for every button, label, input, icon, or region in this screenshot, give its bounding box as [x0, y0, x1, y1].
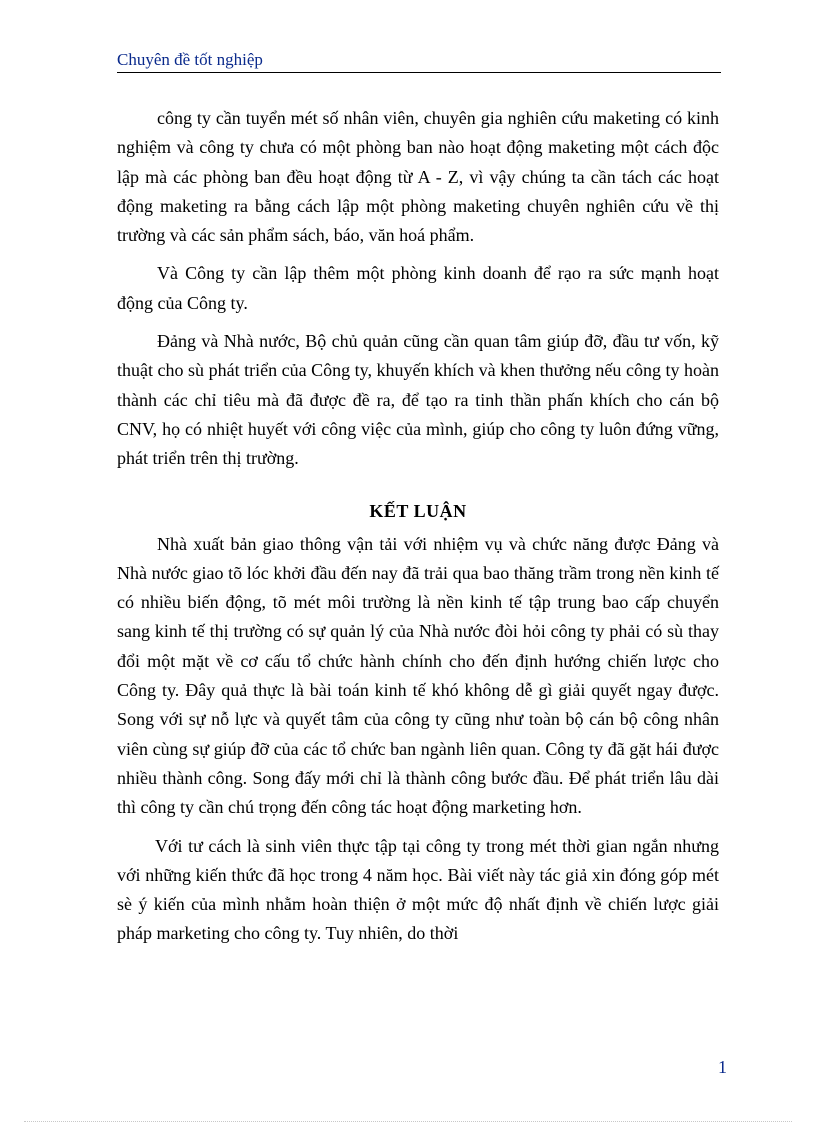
conclusion-paragraph-2: Với tư cách là sinh viên thực tập tại công ty trong mét thời gian ngắn nhưng với những kiến thức đã học trong 4 năm học. Bài viết này tác giả xin đóng góp mét sè ý kiến của mình nhằm hoàn thiện ở một mức độ nhất định về chiến lược giải pháp marketing cho công ty. Tuy nhiên, do thời	[117, 835, 719, 944]
header-title: Chuyên đề tốt nghiệp	[117, 50, 263, 69]
document-body	[117, 104, 719, 958]
body-paragraph-3: Đảng và Nhà nước, Bộ chủ quản cũng cần quan tâm giúp đỡ, đầu tư vốn, kỹ thuật cho sù phát triển của Công ty, khuyến khích và khen thưởng nếu công ty hoàn thành các chỉ tiêu mà đã được đề ra, để tạo ra tinh thần phấn khích cho cán bộ CNV, họ có nhiệt huyết với công việc của mình, giúp cho công ty luôn đứng vững, phát triển trên thị trường.	[117, 331, 719, 469]
body-paragraph-1: công ty cần tuyển mét số nhân viên, chuyên gia nghiên cứu maketing có kinh nghiệm và công ty chưa có một phòng ban nào hoạt động maketing một cách độc lập mà các phòng ban đều hoạt động từ A - Z, vì vậy chúng ta cần tách các hoạt động maketing ra bằng cách lập một phòng maketing chuyên nghiên cứu về thị trường và các sản phẩm sách, báo, văn hoá phẩm.	[117, 108, 719, 246]
page-bottom-divider	[24, 1121, 792, 1122]
page-header	[117, 48, 721, 73]
section-title-conclusion: KẾT LUẬN	[369, 500, 467, 521]
body-paragraph-2: Và Công ty cần lập thêm một phòng kinh doanh để rạo ra sức mạnh hoạt động của Công ty.	[117, 263, 719, 313]
conclusion-paragraph-1: Nhà xuất bản giao thông vận tải với nhiệm vụ và chức năng được Đảng và Nhà nước giao tõ lóc khởi đầu đến nay đã trải qua bao thăng trầm trong nền kinh tế có nhiều biến động, tõ mét môi trường là nền kinh tế tập trung bao cấp chuyển sang kinh tế thị trường có sự quản lý của Nhà nước đòi hỏi công ty phải có sù thay đổi một mặt về cơ cấu tổ chức hành chính cho đến định hướng chiến lược cho Công ty. Đây quả thực là bài toán kinh tế khó không dễ gì giải quyết ngay được. Song với sự nỗ lực và quyết tâm của công ty cũng như toàn bộ cán bộ công nhân viên cùng sự giúp đỡ của các tổ chức ban ngành liên quan. Công ty đã gặt hái được nhiều thành công. Song đấy mới chỉ là thành công bước đầu. Để phát triển lâu dài thì công ty cần chú trọng đến công tác hoạt động marketing hơn.	[117, 533, 719, 818]
page-number: 1	[718, 1057, 727, 1077]
